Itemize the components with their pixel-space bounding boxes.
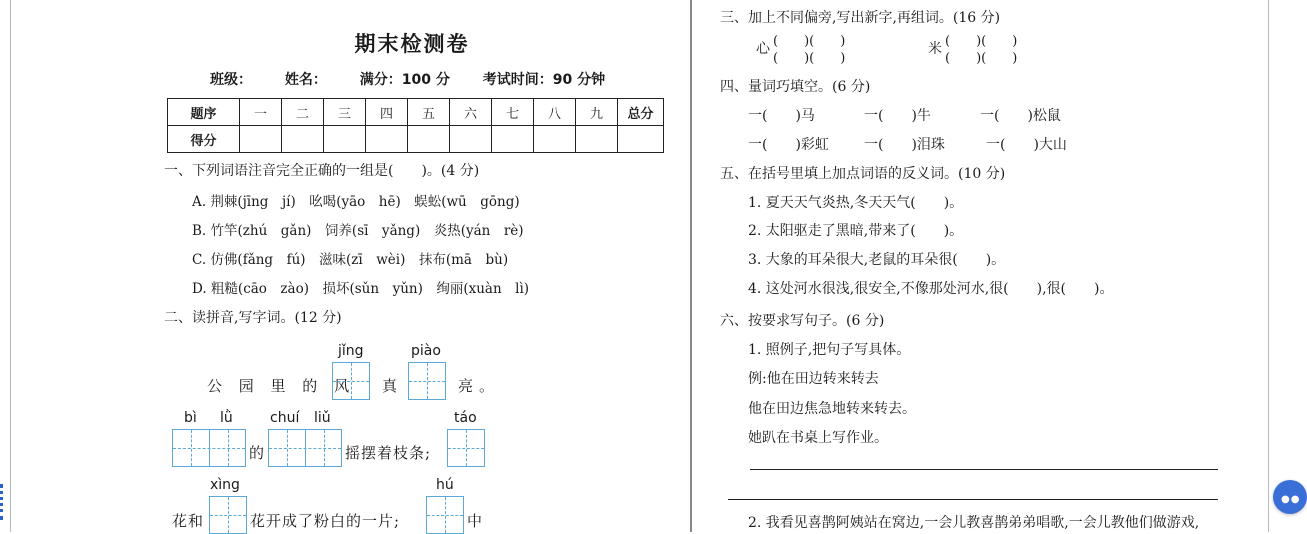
q4-stem: 四、量词巧填空。(6 分)	[720, 79, 871, 95]
row3-text-post: 中	[467, 512, 489, 530]
page-right	[718, 0, 1238, 532]
pinyin-hu: hú	[436, 477, 454, 493]
column-3: 三	[324, 99, 366, 126]
q4-item: 一( )大山	[986, 137, 1067, 153]
page-left	[162, 0, 682, 532]
q6-example: 例:他在田边转来转去	[748, 371, 879, 387]
q5-item-2: 2. 太阳驱走了黑暗,带来了( )。	[748, 223, 964, 239]
brace-row: ( )( )	[773, 51, 846, 66]
column-8: 八	[534, 99, 576, 126]
q1-option-d: D. 粗糙(cāo zào) 损坏(sǔn yǔn) 绚丽(xuàn lì)	[192, 281, 530, 297]
column-4: 四	[366, 99, 408, 126]
writing-box-double[interactable]	[268, 429, 342, 467]
q4-item: 一( )马	[748, 108, 815, 124]
writing-box-double[interactable]	[172, 429, 246, 467]
writing-box[interactable]	[332, 362, 370, 400]
exam-info	[210, 69, 633, 89]
column-1: 一	[240, 99, 282, 126]
total-label: 总分	[618, 99, 664, 126]
exam-time: 考试时间：90 分钟	[482, 72, 606, 88]
assistant-button[interactable]	[1273, 480, 1307, 514]
q5-stem: 五、在括号里填上加点词语的反义词。(10 分)	[720, 166, 1006, 182]
brace-row: ( )( )	[945, 51, 1018, 66]
pinyin-jing: jǐng	[338, 343, 364, 359]
column-9: 九	[576, 99, 618, 126]
q1-option-a: A. 荆棘(jīng jí) 吆喝(yāo hē) 蜈蚣(wū gōng)	[192, 194, 520, 210]
score-cell	[534, 126, 576, 153]
score-table-header	[168, 99, 664, 126]
q3-left-radical: 心	[756, 41, 770, 57]
row-label: 得分	[168, 126, 240, 153]
row1-text-mid: 真	[382, 377, 404, 395]
exam-title: 期末检测卷	[354, 32, 470, 56]
row1-text-post: 亮。	[458, 377, 501, 395]
row2-text-mid1: 的	[249, 444, 271, 462]
score-cell	[366, 126, 408, 153]
score-table	[167, 98, 664, 153]
column-5: 五	[408, 99, 450, 126]
q6-example-answer: 他在田边焦急地转来转去。	[748, 401, 916, 417]
score-cell	[450, 126, 492, 153]
answer-line[interactable]	[750, 469, 1218, 470]
q3-right-group	[928, 33, 1048, 69]
page-edge-right	[1268, 0, 1269, 532]
q3-right-radical: 米	[928, 41, 942, 57]
name-label: 姓名：	[284, 72, 327, 88]
page-edge-left	[10, 0, 11, 532]
brace-row: ( )( )	[773, 34, 846, 49]
score-cell	[576, 126, 618, 153]
header-label: 题序	[168, 99, 240, 126]
brace-row: ( )( )	[945, 34, 1018, 49]
pinyin-piao: piào	[411, 343, 441, 359]
score-cell	[618, 126, 664, 153]
q4-item: 一( )泪珠	[864, 137, 945, 153]
q6-sub2: 2. 我看见喜鹊阿姨站在窝边,一会儿教喜鹊弟弟唱歌,一会儿教他们做游戏,	[748, 515, 1200, 531]
q4-item: 一( )彩虹	[748, 137, 829, 153]
q5-item-3: 3. 大象的耳朵很大,老鼠的耳朵很( )。	[748, 252, 1006, 268]
pinyin-liu: liǔ	[314, 410, 331, 426]
q5-item-4: 4. 这处河水很浅,很安全,不像那处河水,很( ),很( )。	[748, 281, 1114, 297]
row1-text-pre: 公 园 里 的 风	[207, 377, 356, 395]
answer-line[interactable]	[728, 499, 1218, 500]
chat-bubble-icon: ●●	[1281, 494, 1301, 505]
pinyin-bi: bì	[184, 410, 197, 426]
column-6: 六	[450, 99, 492, 126]
row2-text-mid2: 摇摆着枝条;	[345, 444, 432, 462]
column-2: 二	[282, 99, 324, 126]
score-cell	[282, 126, 324, 153]
q6-stem: 六、按要求写句子。(6 分)	[720, 313, 885, 329]
writing-box[interactable]	[408, 362, 446, 400]
score-cell	[324, 126, 366, 153]
score-cell	[240, 126, 282, 153]
score-cell	[408, 126, 450, 153]
pinyin-lv: lǜ	[220, 410, 233, 426]
row3-text-pre: 花和	[172, 512, 205, 530]
writing-box[interactable]	[209, 496, 247, 534]
class-label: 班级：	[210, 72, 252, 88]
q1-option-b: B. 竹竿(zhú gǎn) 饲养(sī yǎng) 炎热(yán rè)	[192, 223, 524, 239]
full-score: 满分：100 分	[359, 72, 450, 88]
q1-option-c: C. 仿佛(fǎng fú) 滋味(zī wèi) 抹布(mā bù)	[192, 252, 509, 268]
writing-box[interactable]	[447, 429, 485, 467]
q1-stem: 一、下列词语注音完全正确的一组是( )。(4 分)	[164, 163, 480, 179]
score-table-row	[168, 126, 664, 153]
q6-task: 她趴在书桌上写作业。	[748, 430, 888, 446]
pinyin-tao: táo	[454, 410, 477, 426]
pinyin-xing: xìng	[210, 477, 240, 493]
q3-left-group	[756, 33, 876, 69]
q4-item: 一( )松鼠	[980, 108, 1061, 124]
q6-sub1: 1. 照例子,把句子写具体。	[748, 342, 911, 358]
scroll-marker[interactable]	[0, 484, 6, 520]
q3-stem: 三、加上不同偏旁,写出新字,再组词。(16 分)	[720, 10, 1001, 26]
q4-item: 一( )牛	[864, 108, 931, 124]
row3-text-mid: 花开成了粉白的一片;	[250, 512, 401, 530]
column-7: 七	[492, 99, 534, 126]
pinyin-chui: chuí	[270, 410, 300, 426]
page-gutter	[690, 0, 692, 532]
score-cell	[492, 126, 534, 153]
q5-item-1: 1. 夏天天气炎热,冬天天气( )。	[748, 195, 964, 211]
writing-box[interactable]	[426, 496, 464, 534]
q2-stem: 二、读拼音,写字词。(12 分)	[164, 310, 342, 326]
